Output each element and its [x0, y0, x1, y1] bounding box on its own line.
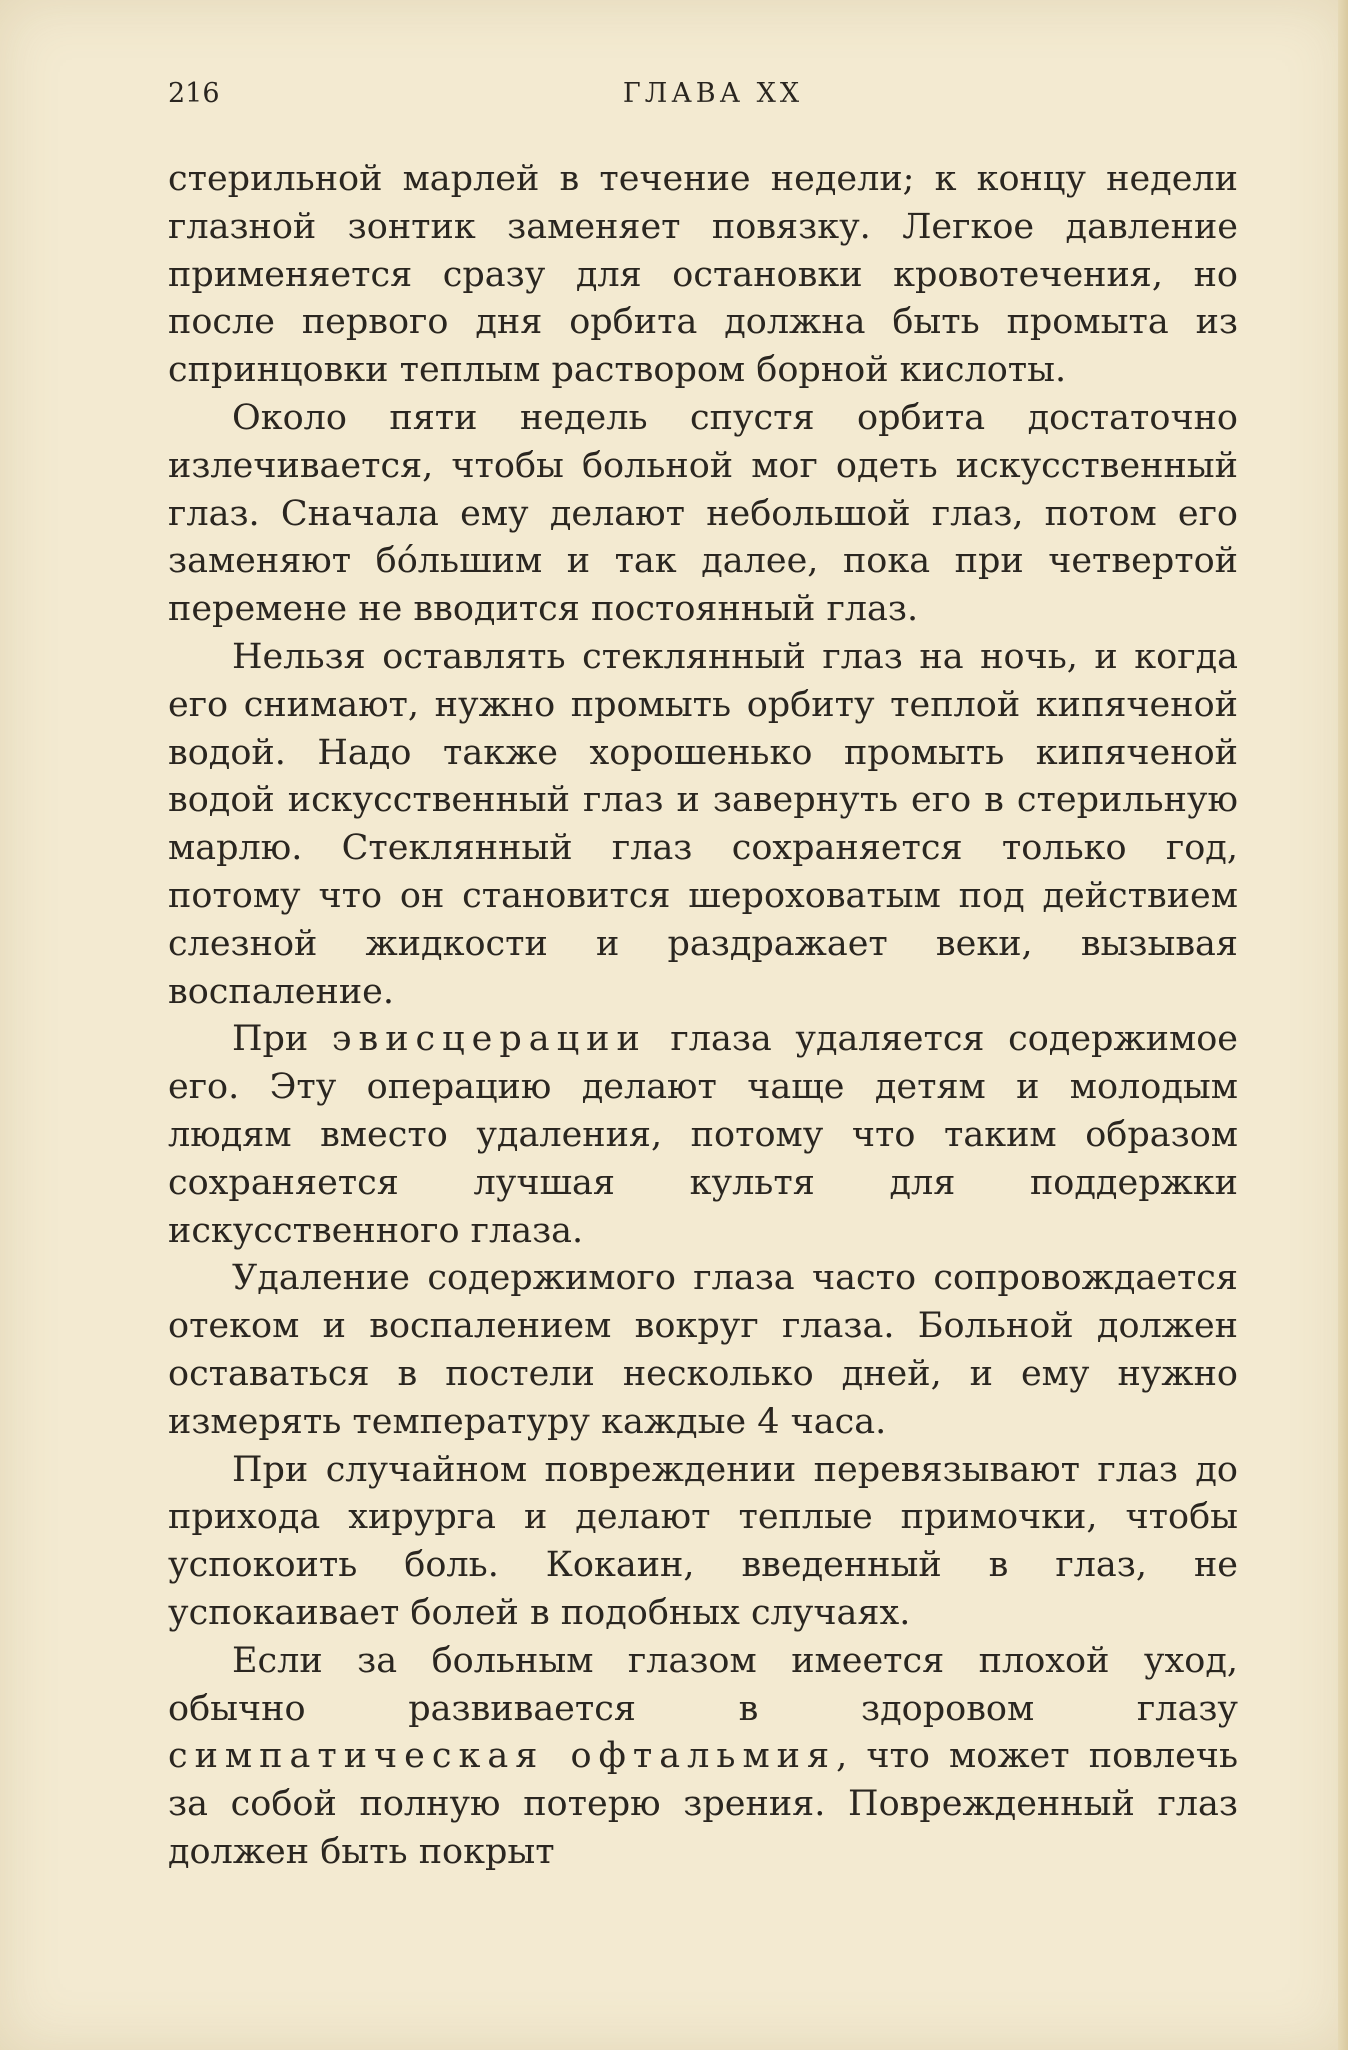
spaced-term-sympathetic-ophthalmia: симпатическая офтальмия [168, 1736, 837, 1777]
body-text [168, 156, 1238, 1877]
paragraph-2: Около пяти недель спустя орбита достаточно излечивается, чтобы больной мог одеть искусственный глаз. Сначала ему делают небольшой глаз, потом его заменяют бо́льшим и так далее, пока при четвертой перемене не вводится постоянный глаз. [168, 397, 1238, 630]
paragraph-4-text: глаза удаляется содержимое его. Эту операцию делают чаще детям и молодым людям вместо удаления, потому что таким образом сохраняется лучшая культя для поддержки искусственного глаза. [168, 1019, 1238, 1251]
paragraph-4-lead: При [232, 1019, 332, 1060]
paragraph-7 [168, 1638, 1238, 1877]
page-number: 216 [168, 78, 220, 109]
paragraph-4 [168, 1016, 1238, 1255]
paragraph-6: При случайном повреждении перевязывают глаз до прихода хирурга и делают теплые примочки, чтобы успокоить боль. Кокаин, введенный в глаз, не успокаивает болей в подобных случаях. [168, 1449, 1238, 1633]
page-edge [1338, 0, 1348, 2050]
running-head: ГЛАВА XX [622, 78, 804, 109]
paragraph-3: Нельзя оставлять стеклянный глаз на ночь, и когда его снимают, нужно промыть орбиту теплой кипяченой водой. Надо также хорошенько промыть кипяченой водой искусственный глаз и завернуть его в стерильную марлю. Стеклянный глаз сохраняется только год, потому что он становится шероховатым под действием слезной жидкости и раздражает веки, вызывая воспаление. [168, 636, 1238, 1012]
page-header [168, 78, 1238, 118]
paragraph-7-lead: Если за больным глазом имеется плохой уход, обычно развивается в здоровом глазу [168, 1640, 1238, 1729]
paragraph-5: Удаление содержимого глаза часто сопровождается отеком и воспалением вокруг глаза. Больной должен оставаться в постели несколько дней, и ему нужно измерять температуру каждые 4 часа. [168, 1258, 1238, 1442]
paragraph-7-text: , что может повлечь за собой полную потерю зрения. Поврежденный глаз должен быть покрыт [168, 1736, 1239, 1872]
spaced-term-evisceration: эвисцерации [331, 1019, 647, 1060]
paragraph-1: стерильной марлей в течение недели; к концу недели глазной зонтик заменяет повязку. Легкое давление применяется сразу для остановки кровотечения, но после первого дня орбита должна быть промыта из спринцовки теплым раствором борной кислоты. [168, 159, 1238, 391]
